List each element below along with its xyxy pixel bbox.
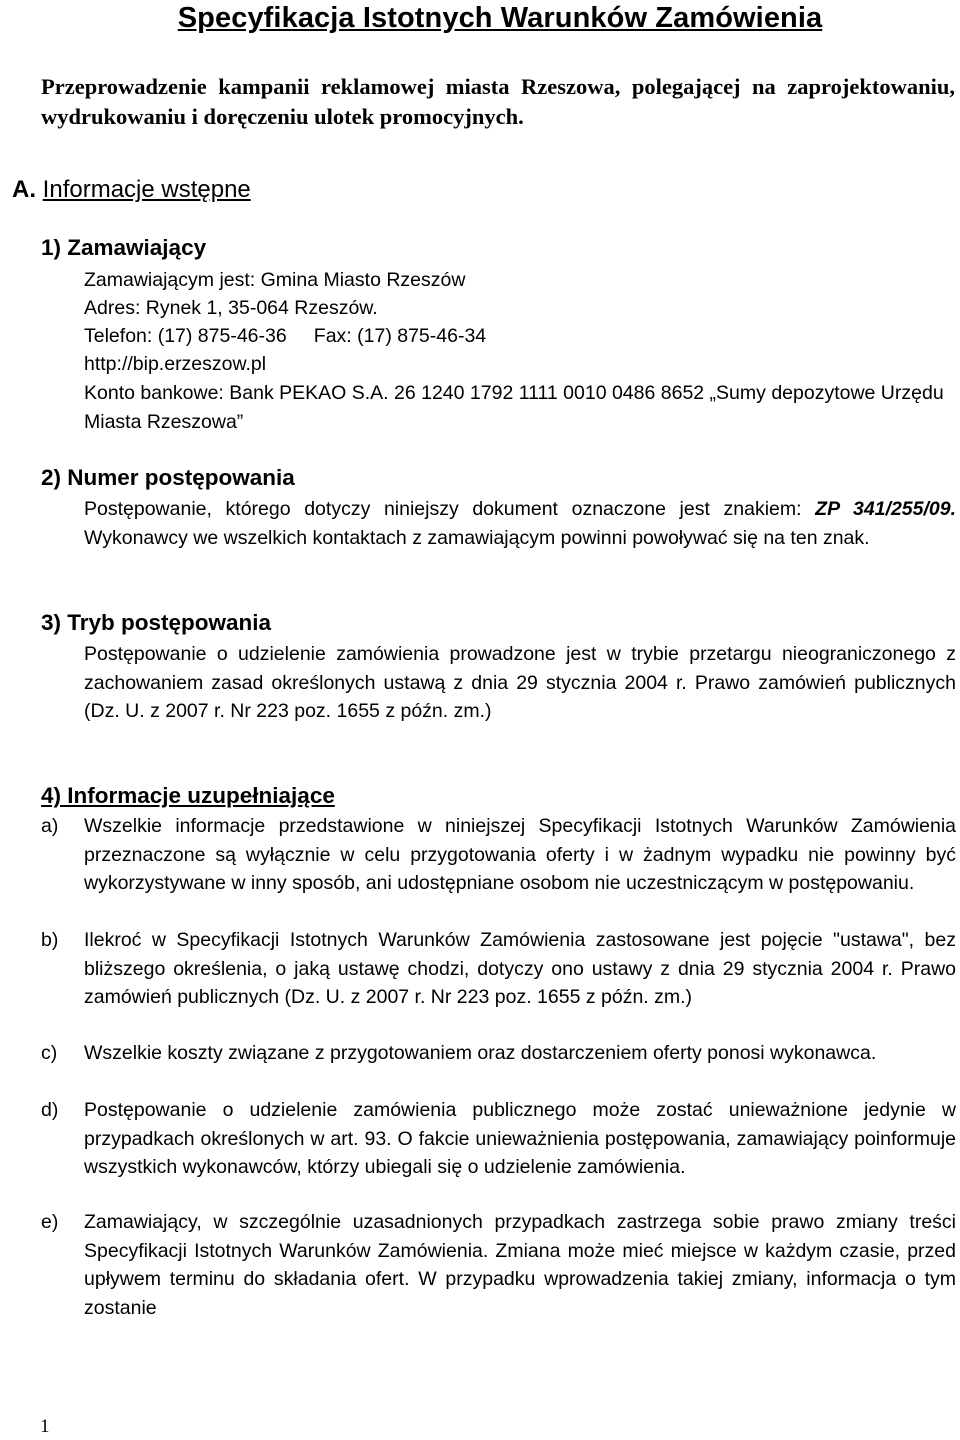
- section-4-heading: 4) Informacje uzupełniające: [41, 783, 335, 808]
- item-c-text: Wszelkie koszty związane z przygotowaniem oraz dostarczeniem oferty ponosi wykonawca.: [84, 1042, 877, 1064]
- page-number: 1: [40, 1416, 50, 1437]
- reference-number: ZP 341/255/09.: [815, 498, 957, 520]
- bank-account-text: Konto bankowe: Bank PEKAO S.A. 26 1240 1792 1111 0010 0486 8652 „Sumy depozytowe Urzędu Miasta Rzeszowa”: [84, 382, 944, 433]
- section-2-text-before: Postępowanie, którego dotyczy niniejszy dokument oznaczone jest znakiem:: [84, 498, 802, 520]
- item-e-label: e): [41, 1211, 59, 1233]
- section-a-label: A.: [12, 176, 36, 203]
- phone-fax-line: Telefon: (17) 875-46-36 Fax: (17) 875-46-34: [84, 325, 487, 347]
- item-e-text: Zamawiający, w szczególnie uzasadnionych przypadkach zastrzega sobie prawo zmiany treści Specyfikacji Istotnych Warunków Zamówienia. Zmiana może mieć miejsce w każdym czasie, przed upływem terminu do składania ofert. W przypadku wprowadzenia takiej zmiany, informacja o tym zostanie: [84, 1211, 956, 1319]
- item-c-label: c): [41, 1042, 58, 1064]
- section-a-heading: [12, 175, 251, 205]
- website-line: http://bip.erzeszow.pl: [84, 353, 267, 375]
- item-b-label: b): [41, 929, 59, 951]
- section-a-title: Informacje wstępne: [42, 176, 251, 203]
- section-3-heading: 3) Tryb postępowania: [41, 610, 272, 635]
- section-3-text: Postępowanie o udzielenie zamówienia prowadzone jest w trybie przetargu nieograniczonego z zachowaniem zasad określonych ustawą z dnia 29 stycznia 2004 r. Prawo zamówień publicznych (Dz. U. z 2007 r. Nr 223 poz. 1655 z późn. zm.): [84, 643, 956, 723]
- item-d-label: d): [41, 1099, 59, 1121]
- document-title: Specyfikacja Istotnych Warunków Zamówienia: [177, 2, 823, 34]
- address-line: Adres: Rynek 1, 35-064 Rzeszów.: [84, 297, 378, 319]
- section-2-heading: 2) Numer postępowania: [41, 465, 295, 490]
- item-d-text: Postępowanie o udzielenie zamówienia publicznego może zostać unieważnione jedynie w przypadkach określonych w art. 93. O fakcie unieważnienia postępowania, zamawiający poinformuje wszystkich wykonawców, którzy ubiegali się o udzielenie zamówienia.: [84, 1099, 956, 1179]
- item-a-text: Wszelkie informacje przedstawione w niniejszej Specyfikacji Istotnych Warunków Zamówienia przeznaczone są wyłącznie w celu przygotowania oferty i w żadnym wypadku nie powinny być wykorzystywane w inny sposób, ani udostępniane osobom nie uczestniczącym w postępowaniu.: [84, 815, 956, 895]
- item-a-label: a): [41, 815, 59, 837]
- contracting-authority-line: Zamawiającym jest: Gmina Miasto Rzeszów: [84, 269, 466, 291]
- section-2-text: [84, 495, 956, 552]
- item-b-text: Ilekroć w Specyfikacji Istotnych Warunków Zamówienia zastosowane jest pojęcie "ustawa", bez bliższego określenia, o jaką ustawę chodzi, dotyczy ono ustawy z dnia 29 stycznia 2004 r. Prawo zamówień publicznych (Dz. U. z 2007 r. Nr 223 poz. 1655 z późn. zm.): [84, 929, 956, 1009]
- document-subject: Przeprowadzenie kampanii reklamowej miasta Rzeszowa, polegającej na zaprojektowaniu, wydrukowaniu i doręczeniu ulotek promocyjnych.: [41, 74, 955, 129]
- section-1-heading: 1) Zamawiający: [41, 235, 207, 260]
- section-2-text-after: Wykonawcy we wszelkich kontaktach z zamawiającym powinni powoływać się na ten znak.: [84, 526, 870, 549]
